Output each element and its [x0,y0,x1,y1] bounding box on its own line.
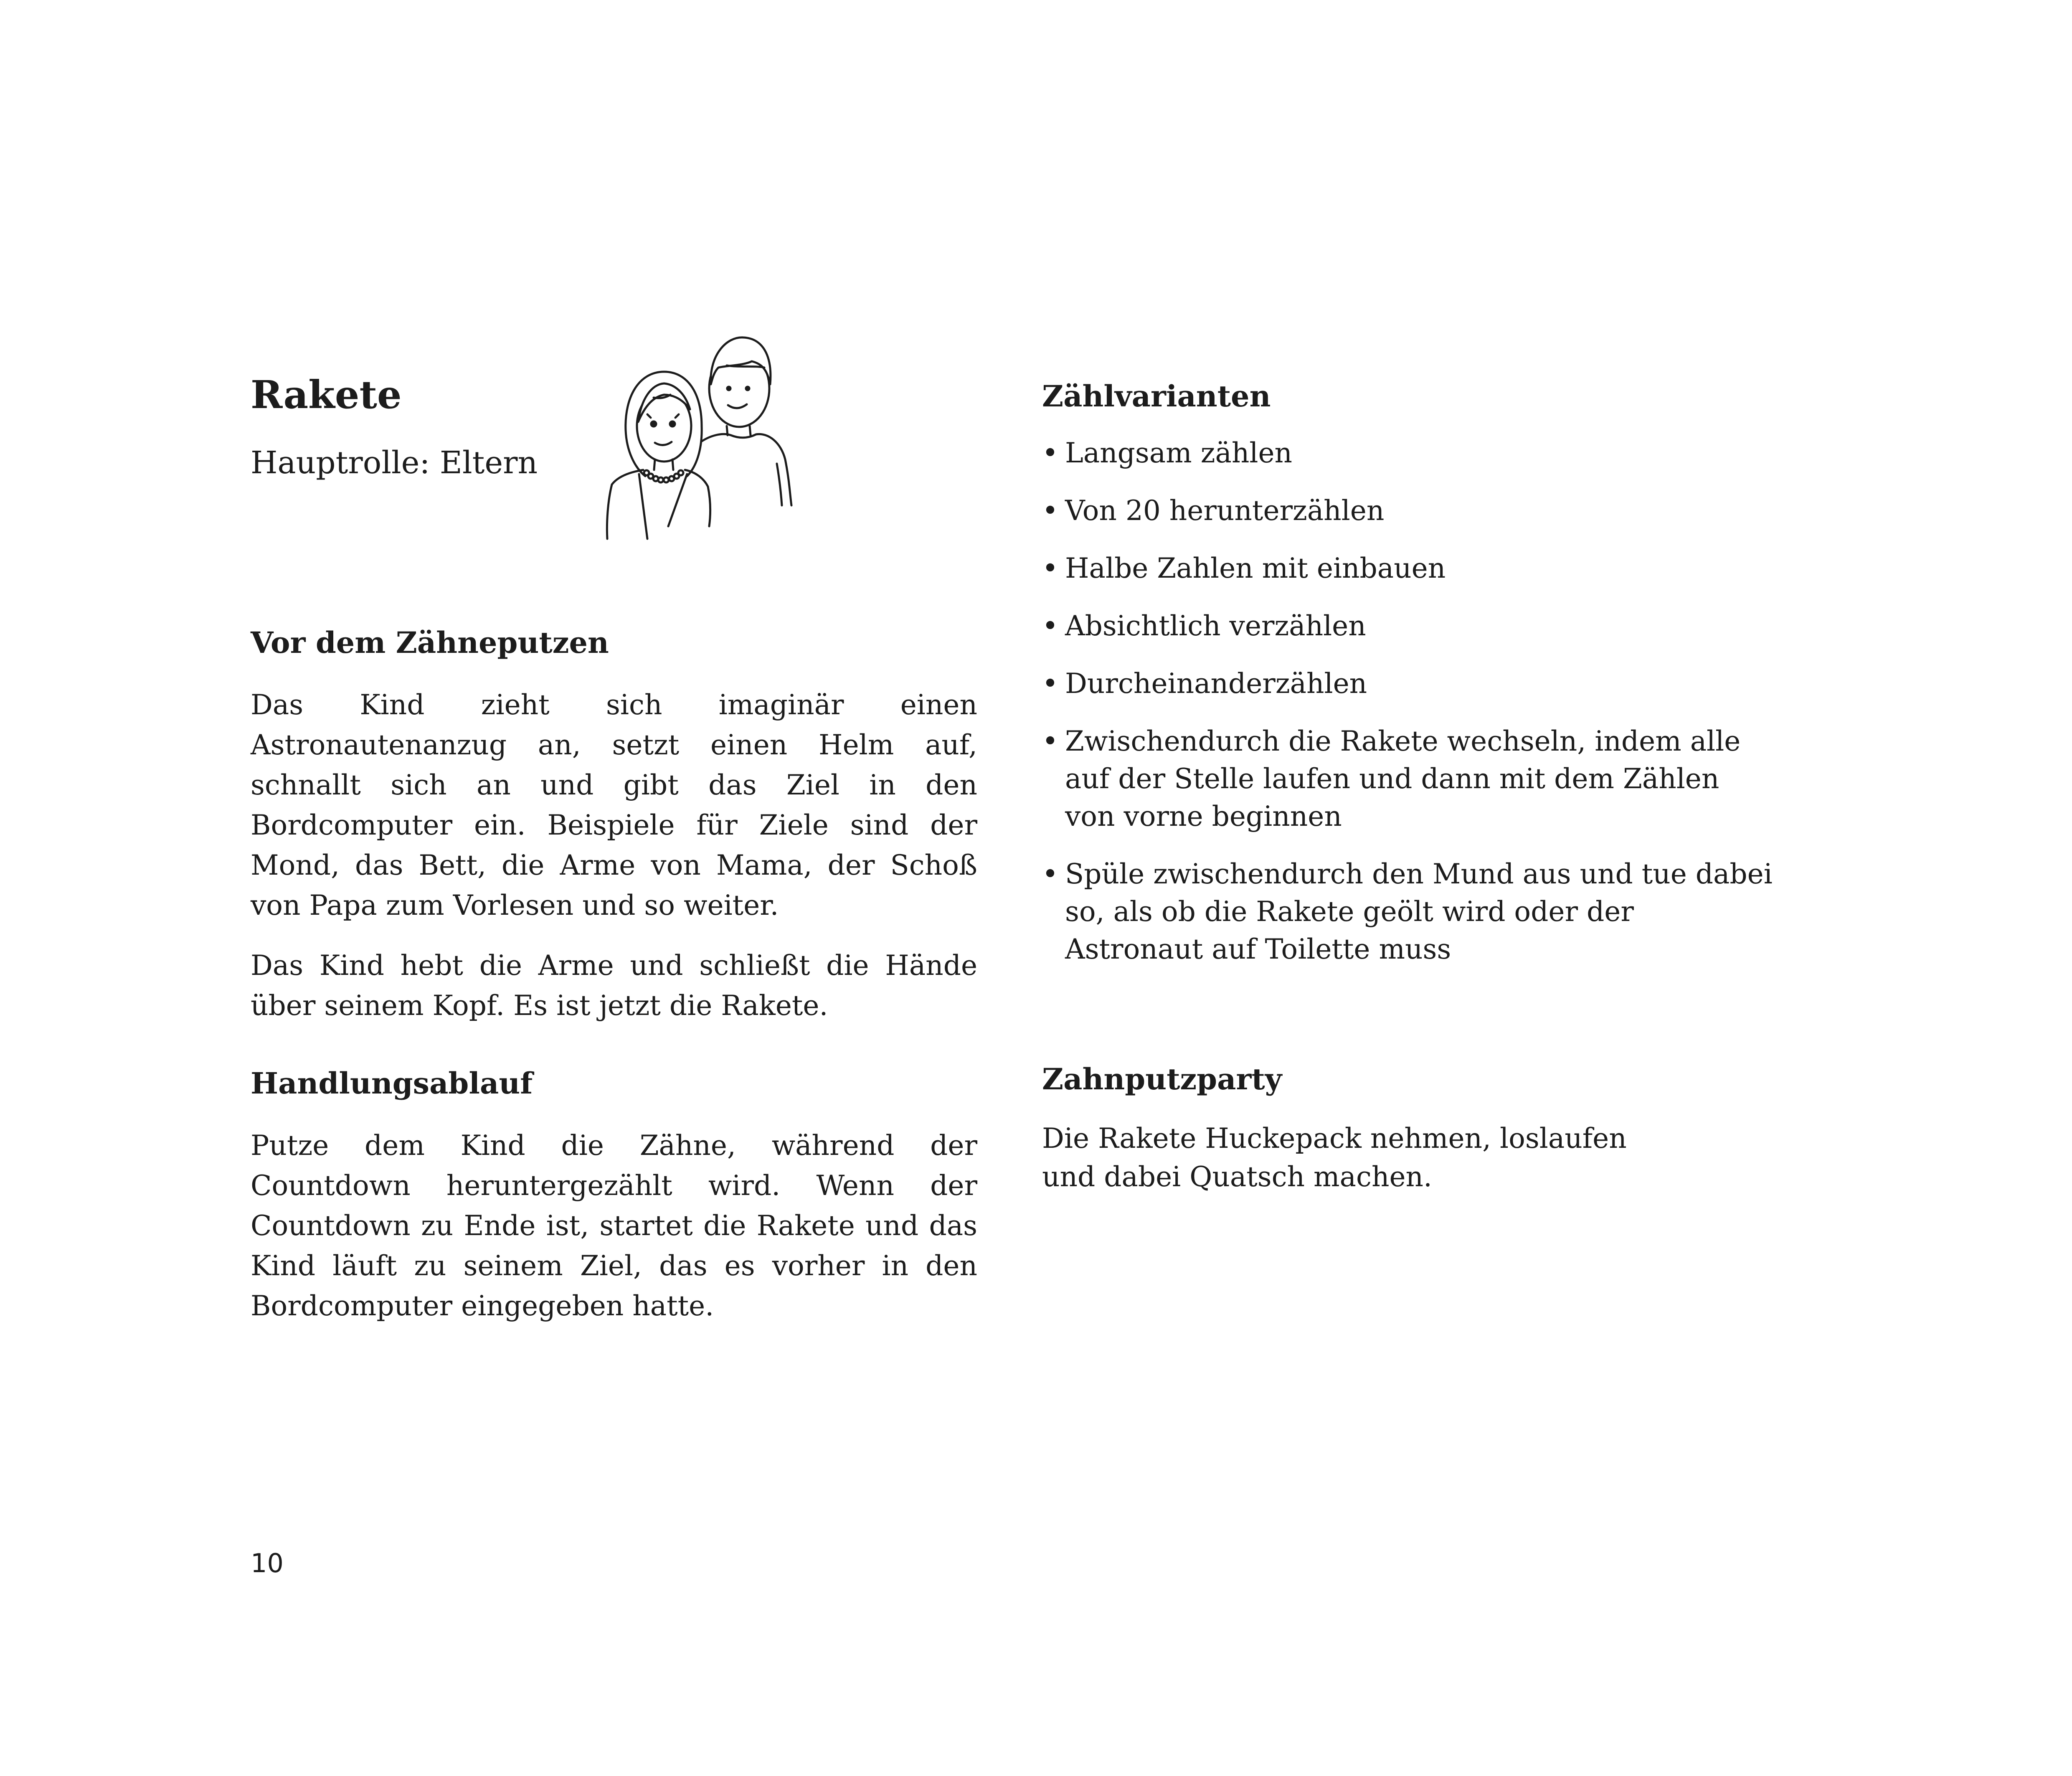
bullet-icon: • [1042,858,1058,890]
counting-variants-list [1042,434,1777,988]
list-item: • Absichtlich verzählen [1042,607,1777,645]
main-role: Hauptrolle: Eltern [251,445,538,481]
paragraph: Die Rakete Huckepack nehmen, loslaufen und dabei Quatsch machen. [1042,1122,1627,1193]
bullet-icon: • [1042,610,1058,642]
list-item: • Durcheinanderzählen [1042,665,1777,703]
list-item: • Spüle zwischendurch den Mund aus und tue dabei so, als ob die Rakete geölt wird oder der Astronaut auf Toilette muss [1042,855,1777,968]
section-body-vor [251,685,977,1026]
section-heading-vor: Vor dem Zähneputzen [251,625,609,660]
section-body-party [1042,1119,1652,1196]
section-heading-zaehl: Zählvarianten [1042,379,1271,414]
list-item: • Zwischendurch die Rakete wechseln, indem alle auf der Stelle laufen und dann mit dem Zählen von vorne beginnen [1042,723,1777,835]
list-item: • Halbe Zahlen mit einbauen [1042,550,1777,587]
bullet-icon: • [1042,552,1058,584]
list-item: • Langsam zählen [1042,434,1777,472]
list-item: • Von 20 herunterzählen [1042,492,1777,530]
bullet-icon: • [1042,725,1058,757]
page-number: 10 [251,1548,284,1578]
section-body-handlung [251,1126,977,1326]
section-heading-party: Zahnputzparty [1042,1062,1282,1096]
section-heading-handlung: Handlungsablauf [251,1066,533,1101]
page-title: Rakete [251,372,402,417]
paragraph: Das Kind zieht sich imaginär einen Astronautenanzug an, setzt einen Helm auf, schnallt sich an und gibt das Ziel in den Bordcomputer ein. Beispiele für Ziele sind der Mond, das Bett, die Arme von Mama, der Schoß von Papa zum Vorlesen und so weiter. [251,689,977,921]
bullet-icon: • [1042,667,1058,700]
bullet-icon: • [1042,495,1058,527]
paragraph: Das Kind hebt die Arme und schließt die Hände über seinem Kopf. Es ist jetzt die Rakete. [251,949,977,1022]
bullet-icon: • [1042,437,1058,469]
paragraph: Putze dem Kind die Zähne, während der Countdown heruntergezählt wird. Wenn der Countdown zu Ende ist, startet die Rakete und das Kind läuft zu seinem Ziel, das es vorher in den Bordcomputer eingegeben hatte. [251,1129,977,1322]
parents-drawing-icon [601,326,794,543]
